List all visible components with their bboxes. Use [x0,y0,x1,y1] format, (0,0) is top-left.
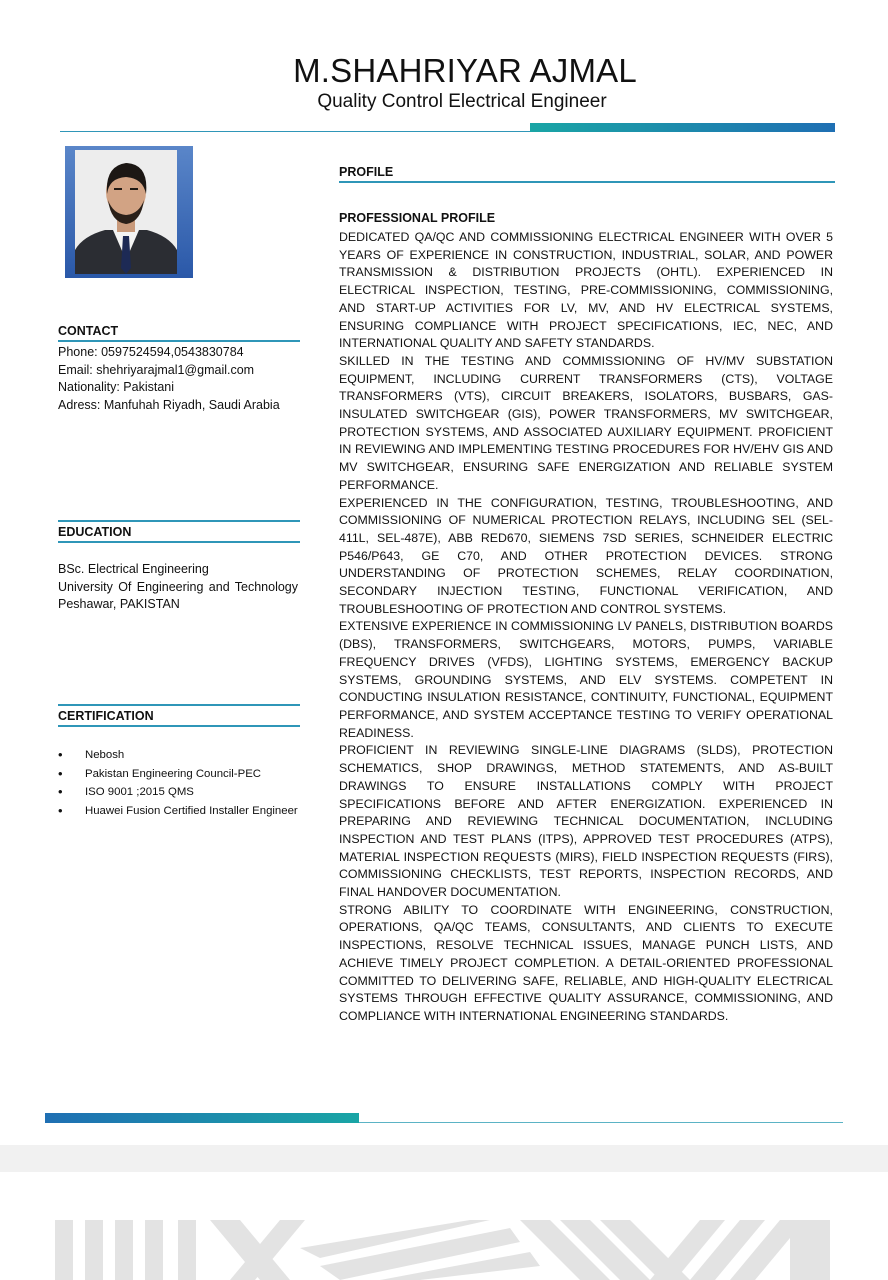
profile-photo [65,146,193,278]
footer-gray-band [0,1145,888,1172]
contact-details [58,344,298,414]
candidate-job-title: Quality Control Electrical Engineer [317,91,607,112]
header-divider-thin [60,131,530,132]
profile-paragraph: PROFICIENT IN REVIEWING SINGLE-LINE DIAGRAMS (SLDS), PROTECTION SCHEMATICS, SHOP DRAWINGS, METHOD STATEMENTS, AND AS-BUILT DRAWINGS TO ENSURE INSTALLATIONS COMPLY WITH PROJECT SPECIFICATIONS BEFORE AND AFTER ENERGIZATION. EXPERIENCED IN PREPARING AND REVIEWING TECHNICAL DOCUMENTATION, INCLUDING INSPECTION AND TEST PLANS (ITPS), APPROVED TEST PROCEDURES (ATPS), MATERIAL INSPECTION REQUESTS (MIRS), FIELD INSPECTION REQUESTS (FIRS), COMMISSIONING CHECKLISTS, TEST REPORTS, INSPECTION RECORDS, AND FINAL HANDOVER DOCUMENTATION. [339,743,833,900]
footer-divider-thin [359,1122,843,1123]
profile-paragraph: DEDICATED QA/QC AND COMMISSIONING ELECTRICAL ENGINEER WITH OVER 5 YEARS OF EXPERIENCE IN CONSTRUCTION, INDUSTRIAL, SOLAR, AND POWER TRANSMISSION & DISTRIBUTION PROJECTS (OHTL). EXPERIENCED IN ELECTRICAL INSPECTION, TESTING, PRE-COMMISSIONING, COMMISSIONING, AND START-UP ACTIVITIES FOR LV, MV, AND HV ELECTRICAL SYSTEMS, ENSURING COMPLIANCE WITH PROJECT SPECIFICATIONS, IEC, NEC, AND INTERNATIONAL QUALITY AND SAFETY STANDARDS. [339,230,833,351]
education-heading: EDUCATION [58,525,300,543]
person-portrait-icon [75,150,177,274]
professional-profile-heading: PROFESSIONAL PROFILE [339,211,496,225]
profile-paragraph: EXTENSIVE EXPERIENCE IN COMMISSIONING LV PANELS, DISTRIBUTION BOARDS (DBS), TRANSFORMERS, SWITCHGEARS, MOTORS, PUMPS, VARIABLE FREQUENCY DRIVES (VFDS), LIGHTING SYSTEMS, EMERGENCY BACKUP SYSTEMS, GROUNDING SYSTEMS, AND ELV SYSTEMS. COMPETENT IN CONDUCTING INSULATION RESISTANCE, CONTINUITY, FUNCTIONAL, EQUIPMENT PERFORMANCE, AND SYSTEM ACCEPTANCE TESTING TO VERIFY OPERATIONAL READINESS. [339,619,833,740]
contact-email: Email: shehriyarajmal1@gmail.com [58,362,255,377]
contact-address: Adress: Manfuhah Riyadh, Saudi Arabia [58,397,280,412]
profile-paragraph: STRONG ABILITY TO COORDINATE WITH ENGINEERING, CONSTRUCTION, OPERATIONS, QA/QC TEAMS, CONSULTANTS, AND CLIENTS TO EXECUTE INSPECTIONS, RESOLVE TECHNICAL ISSUES, MANAGE PUNCH LISTS, AND ACHIEVE TIMELY PROJECT COMPLETION. A DETAIL-ORIENTED PROFESSIONAL COMMITTED TO DELIVERING SAFE, RELIABLE, AND HIGH-QUALITY ELECTRICAL SYSTEMS THROUGH EFFECTIVE QUALITY ASSURANCE, COMMISSIONING, AND COMPLIANCE WITH INTERNATIONAL ENGINEERING STANDARDS. [339,902,833,1023]
profile-body [339,229,833,1026]
education-details [58,561,298,614]
header-divider-accent [530,123,835,132]
profile-paragraph: EXPERIENCED IN THE CONFIGURATION, TESTING, TROUBLESHOOTING, AND COMMISSIONING OF NUMERICAL PROTECTION RELAYS, INCLUDING SEL (SEL-411L, SEL-487E), ABB RED670, SIEMENS 7SD SERIES, SCHNEIDER ELECTRIC P546/P643, GE C70, AND OTHER PROTECTION DEVICES. STRONG UNDERSTANDING OF PROTECTION SCHEMES, RELAY COORDINATION, SECONDARY INJECTION TESTING, FUNCTIONAL VERIFICATION, AND TROUBLESHOOTING OF PROTECTION AND CONTROL SYSTEMS. [339,495,833,616]
education-top-rule [58,520,300,522]
certification-heading: CERTIFICATION [58,709,300,727]
list-item: • Nebosh [58,746,300,765]
certification-list [58,746,300,820]
education-degree: BSc. Electrical Engineering [58,562,209,576]
footer-divider-accent [45,1113,359,1123]
contact-heading: CONTACT [58,324,300,342]
list-item: • Huawei Fusion Certified Installer Engineer [58,802,300,821]
list-item: • ISO 9001 ;2015 QMS [58,783,300,802]
profile-paragraph: SKILLED IN THE TESTING AND COMMISSIONING OF HV/MV SUBSTATION EQUIPMENT, INCLUDING CURRENT TRANSFORMERS (CTS), VOLTAGE TRANSFORMERS (VTS), CIRCUIT BREAKERS, ISOLATORS, BUSBARS, GAS-INSULATED SWITCHGEAR (GIS), POWER TRANSFORMERS, MV SWITCHGEAR, PROTECTION SYSTEMS, AND ASSOCIATED AUXILIARY EQUIPMENT. PROFICIENT IN REVIEWING AND IMPLEMENTING TESTING PROCEDURES FOR HV/EHV GIS AND MV SWITCHGEAR, ENSURING SAFE ENERGIZATION AND RELIABLE SYSTEM PERFORMANCE. [339,353,833,492]
decorative-stripes [50,1218,840,1280]
candidate-name: M.SHAHRIYAR AJMAL [293,52,637,89]
education-institution: University Of Engineering and Technology Peshawar, PAKISTAN [58,579,298,612]
list-item: • Pakistan Engineering Council-PEC [58,765,300,784]
certification-top-rule [58,704,300,706]
contact-nationality: Nationality: Pakistani [58,380,175,395]
profile-heading: PROFILE [339,165,835,183]
contact-phone: Phone: 0597524594,0543830784 [58,345,244,359]
profile-photo-image [75,150,177,274]
